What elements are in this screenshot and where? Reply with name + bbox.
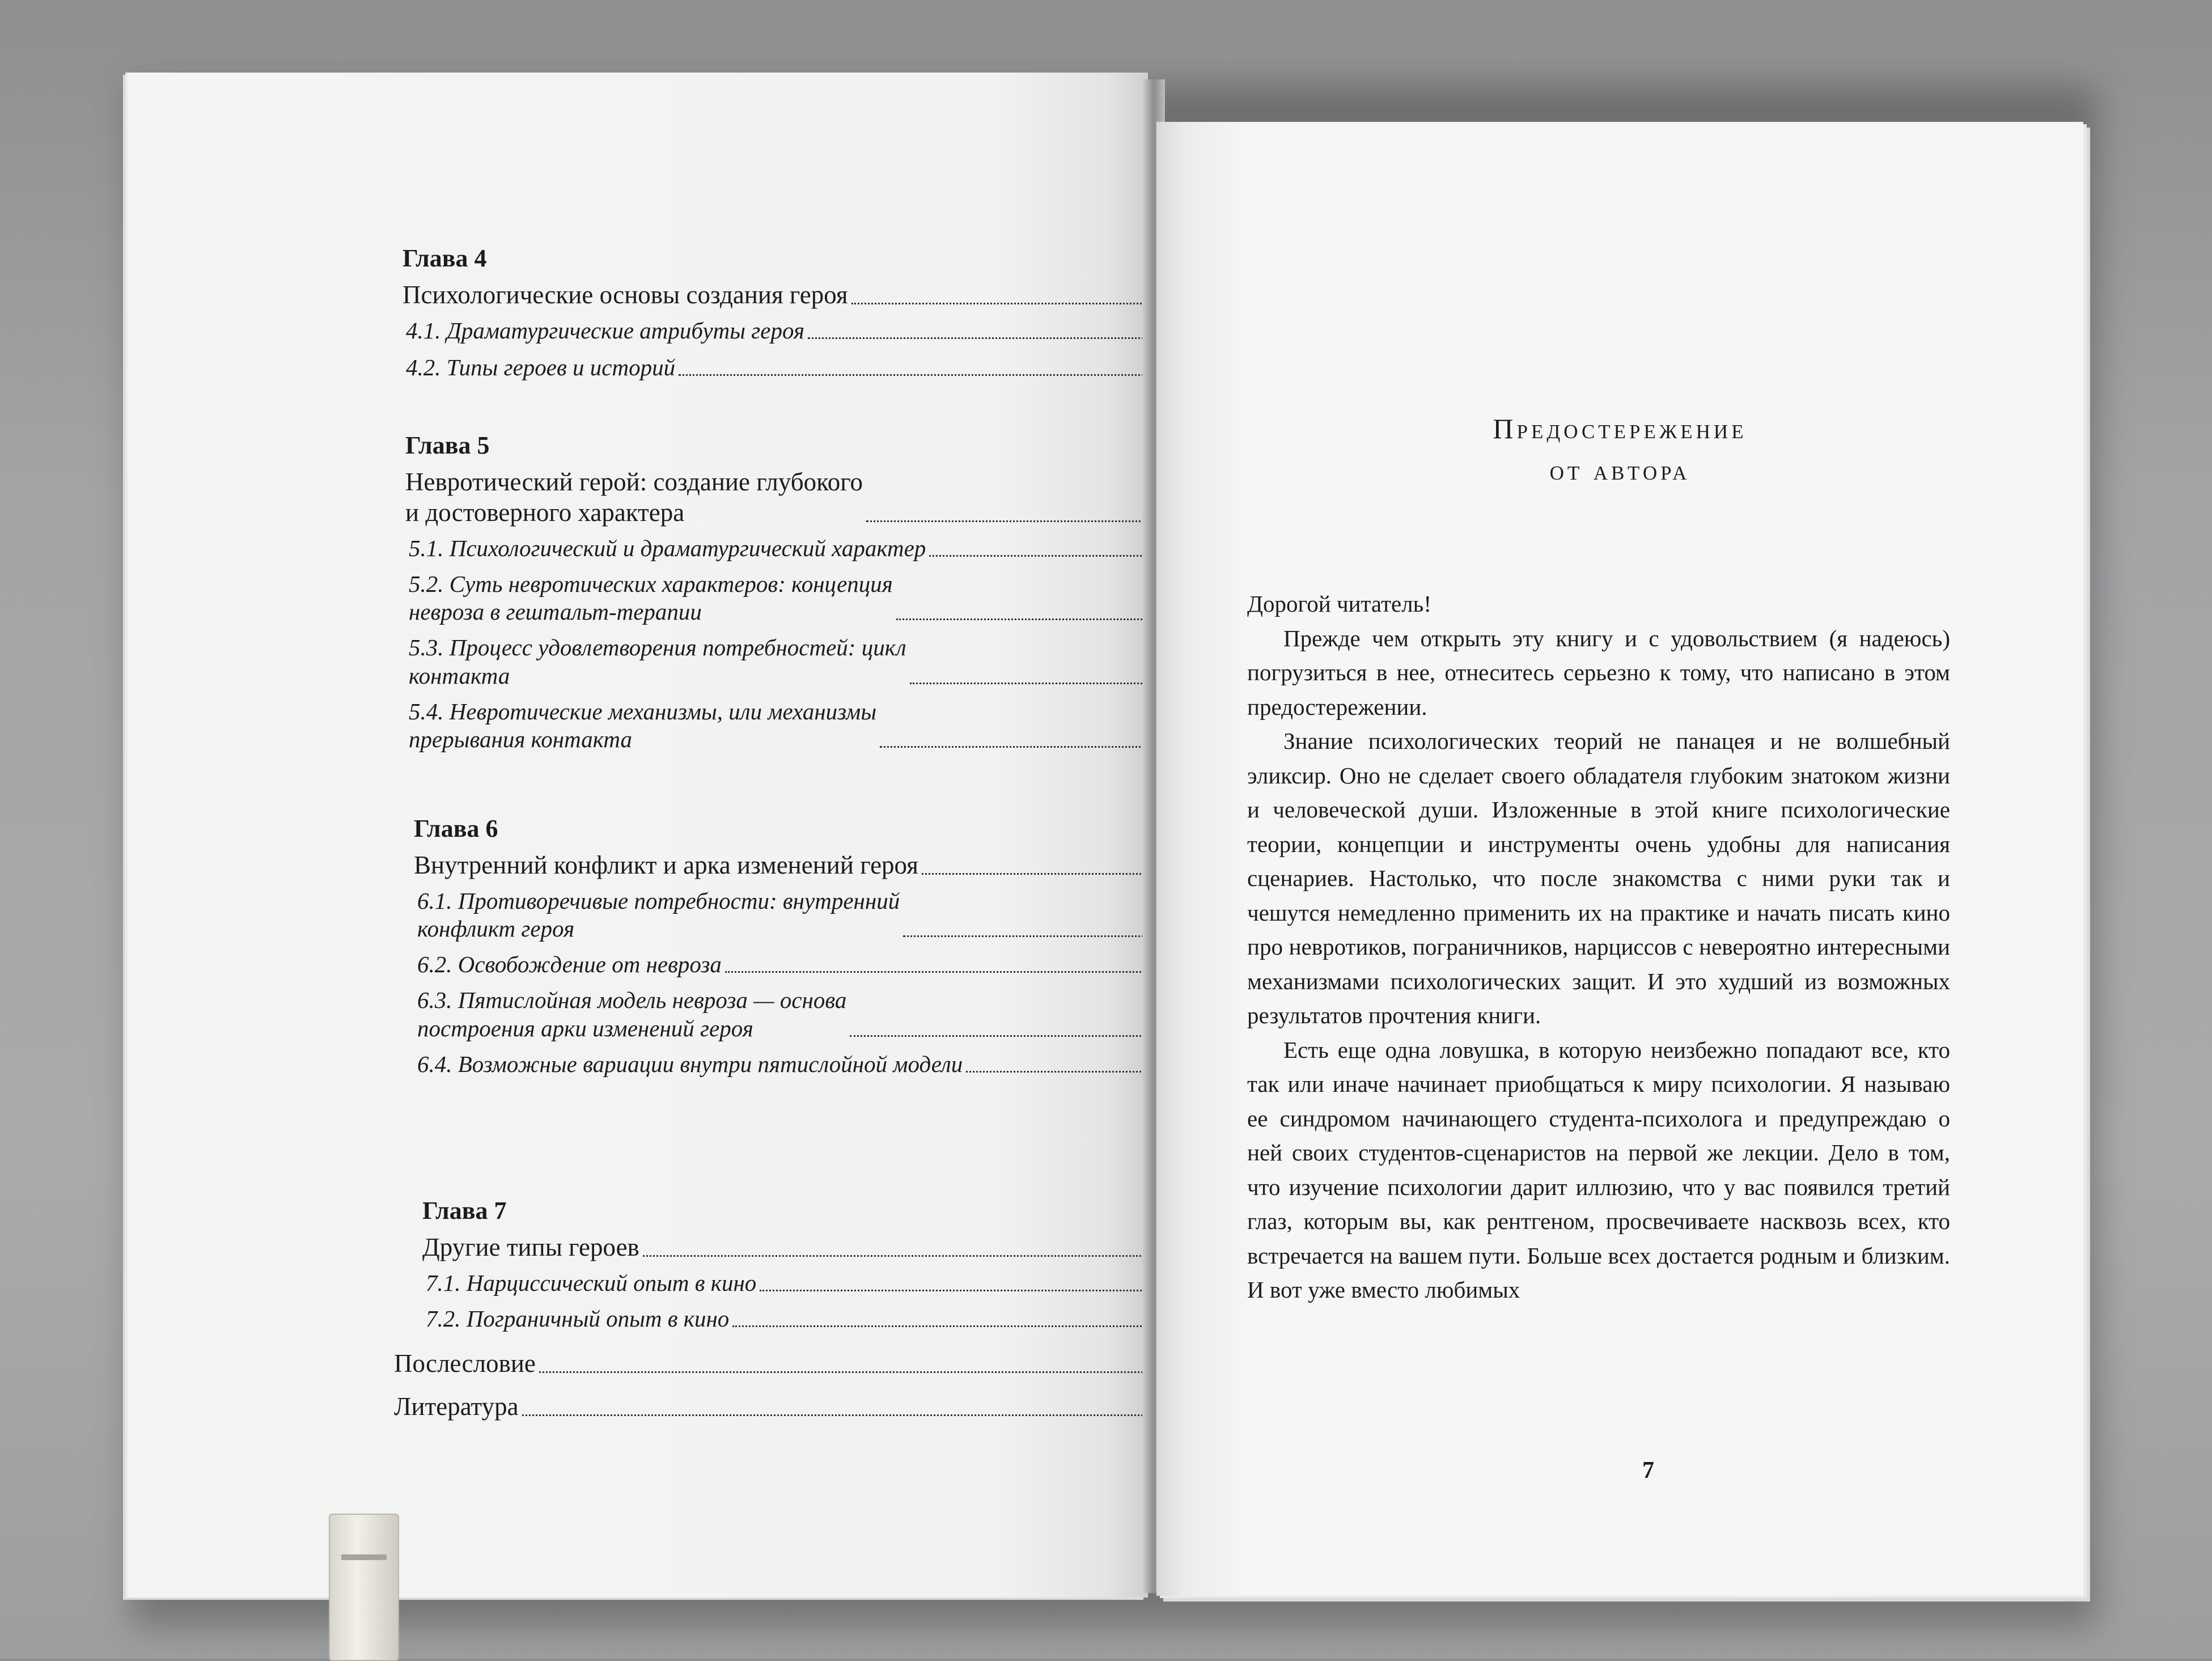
page-heading-line-1: Предостережение [1493, 413, 1747, 444]
dot-leader [966, 1071, 1172, 1073]
dot-leader [866, 520, 1169, 522]
toc-entry[interactable] [405, 570, 1205, 626]
paragraph: Есть еще одна ловушка, в которую неизбежно попадают все, кто так или иначе начинает приобщаться к миру психологии. Я называю ее синдромом начинающего студента-психолога и предупреждаю о ней своих студентов-сценаристов на первой же лекции. Дело в том, что изучение психологии дарит иллюзию, что у вас появился третий глаз, которым вы, как рентгеном, просвечиваете насквозь всех, кто встречается на вашем пути. Больше всех достается родным и близким. И вот уже вместо любимых [1247, 1036, 1950, 1303]
toc-entry-title: 4.1. Драматургические атрибуты героя [406, 317, 805, 344]
toc-chapter-7 [422, 1196, 1207, 1333]
toc-entry-title: 4.2. Типы героев и историй [406, 354, 676, 380]
dot-leader [896, 618, 1169, 620]
left-page-table-of-contents [128, 73, 1148, 1598]
toc-entry[interactable] [414, 887, 1207, 943]
binder-clip-slot [341, 1554, 387, 1560]
toc-entry-title: Внутренний конфликт и арка изменений героя [414, 850, 918, 879]
dot-leader [929, 555, 1169, 557]
toc-entry-title: Другие типы героев [422, 1232, 639, 1261]
dot-leader [522, 1414, 1170, 1416]
toc-chapter-4 [402, 244, 1207, 382]
dot-leader [539, 1371, 1170, 1373]
body-text [1247, 587, 1950, 1307]
toc-entry[interactable] [402, 354, 1207, 382]
toc-entry-title: 5.2. Суть невротических характеров: концепция невроза в гештальт-терапии [409, 570, 893, 625]
toc-back-matter [394, 1348, 1206, 1422]
dot-leader [732, 1325, 1172, 1327]
toc-entry[interactable] [405, 698, 1205, 753]
toc-entry[interactable] [405, 535, 1205, 562]
toc-entry[interactable] [402, 279, 1207, 310]
paragraph: Прежде чем открыть эту книгу и с удовольствием (я надеюсь) погрузиться в нее, отнеситесь серьезно к тому, что написано в этом предостережении. [1247, 625, 1950, 720]
toc-entry-title: Невротический герой: создание глубокого и достоверного характера [405, 467, 863, 527]
bleed-through-text [298, 356, 326, 390]
dot-leader [880, 746, 1169, 748]
toc-entry-title: 6.2. Освобождение от невроза [417, 951, 722, 978]
toc-entry-title: 6.1. Противоречивые потребности: внутренний конфликт героя [417, 887, 900, 942]
toc-entry[interactable] [402, 317, 1207, 345]
toc-entry[interactable] [414, 1050, 1207, 1078]
dot-leader [903, 935, 1172, 937]
page-number: 7 [1642, 1457, 1654, 1484]
toc-chapter-5 [405, 431, 1205, 753]
dot-leader [922, 873, 1172, 875]
toc-entry[interactable] [414, 986, 1207, 1042]
dot-leader [851, 303, 1172, 304]
binder-clip [329, 1514, 399, 1661]
salutation: Дорогой читатель! [1247, 591, 1431, 617]
toc-entry[interactable] [405, 467, 1205, 528]
toc-entry-title: Психологические основы создания героя [402, 280, 848, 309]
dot-leader [808, 337, 1172, 339]
chapter-heading: Глава 5 [405, 431, 490, 459]
dot-leader [643, 1255, 1172, 1257]
toc-chapter-6 [414, 814, 1207, 1078]
toc-entry-title: 7.1. Нарциссический опыт в кино [426, 1269, 757, 1296]
toc-entry[interactable] [422, 1269, 1207, 1297]
toc-entry-title: 5.1. Психологический и драматургический характер [409, 535, 926, 561]
toc-entry[interactable] [405, 634, 1205, 689]
chapter-heading: Глава 7 [422, 1197, 507, 1224]
toc-entry-title: Послесловие [394, 1349, 536, 1378]
dot-leader [725, 971, 1172, 973]
dot-leader [850, 1035, 1172, 1037]
dot-leader [760, 1290, 1172, 1291]
toc-entry[interactable] [414, 951, 1207, 978]
toc-entry-title: 6.3. Пятислойная модель невроза — основа построения арки изменений героя [417, 987, 847, 1041]
toc-entry[interactable] [414, 850, 1207, 880]
toc-entry-title: 7.2. Пограничный опыт в кино [426, 1305, 730, 1332]
page-heading-line-2: от автора [1549, 454, 1690, 486]
toc-entry[interactable] [422, 1305, 1207, 1333]
right-page-author-warning [1156, 122, 2083, 1596]
toc-entry-title: Литература [394, 1392, 519, 1421]
toc-entry-literature[interactable] [394, 1391, 1206, 1422]
toc-entry-title: 5.4. Невротические механизмы, или механизмы прерывания контакта [409, 698, 877, 752]
toc-entry-title: 5.3. Процесс удовлетворения потребностей: цикл контакта [409, 634, 906, 689]
toc-entry-title: 6.4. Возможные вариации внутри пятислойной модели [417, 1050, 963, 1077]
dot-leader [910, 683, 1169, 684]
chapter-heading: Глава 4 [402, 244, 487, 272]
dot-leader [679, 374, 1172, 376]
chapter-heading: Глава 6 [414, 815, 498, 842]
paragraph: Знание психологических теорий не панацея и не волшебный эликсир. Оно не сделает своего обладателя глубоким знатоком жизни и человеческой души. Изложенные в этой книге психологические теории, концепции и инструменты очень удобны для написания сценариев. Настолько, что после знакомства с ними руки так и чешутся немедленно применить их на практике и начать писать кино про невротиков, пограничников, нарциссов с невероятно интересными механизмами психологических защит. И это худший из возможных результатов прочтения книги. [1247, 728, 1950, 1028]
toc-entry-afterword[interactable] [394, 1348, 1206, 1379]
toc-entry[interactable] [422, 1232, 1207, 1262]
